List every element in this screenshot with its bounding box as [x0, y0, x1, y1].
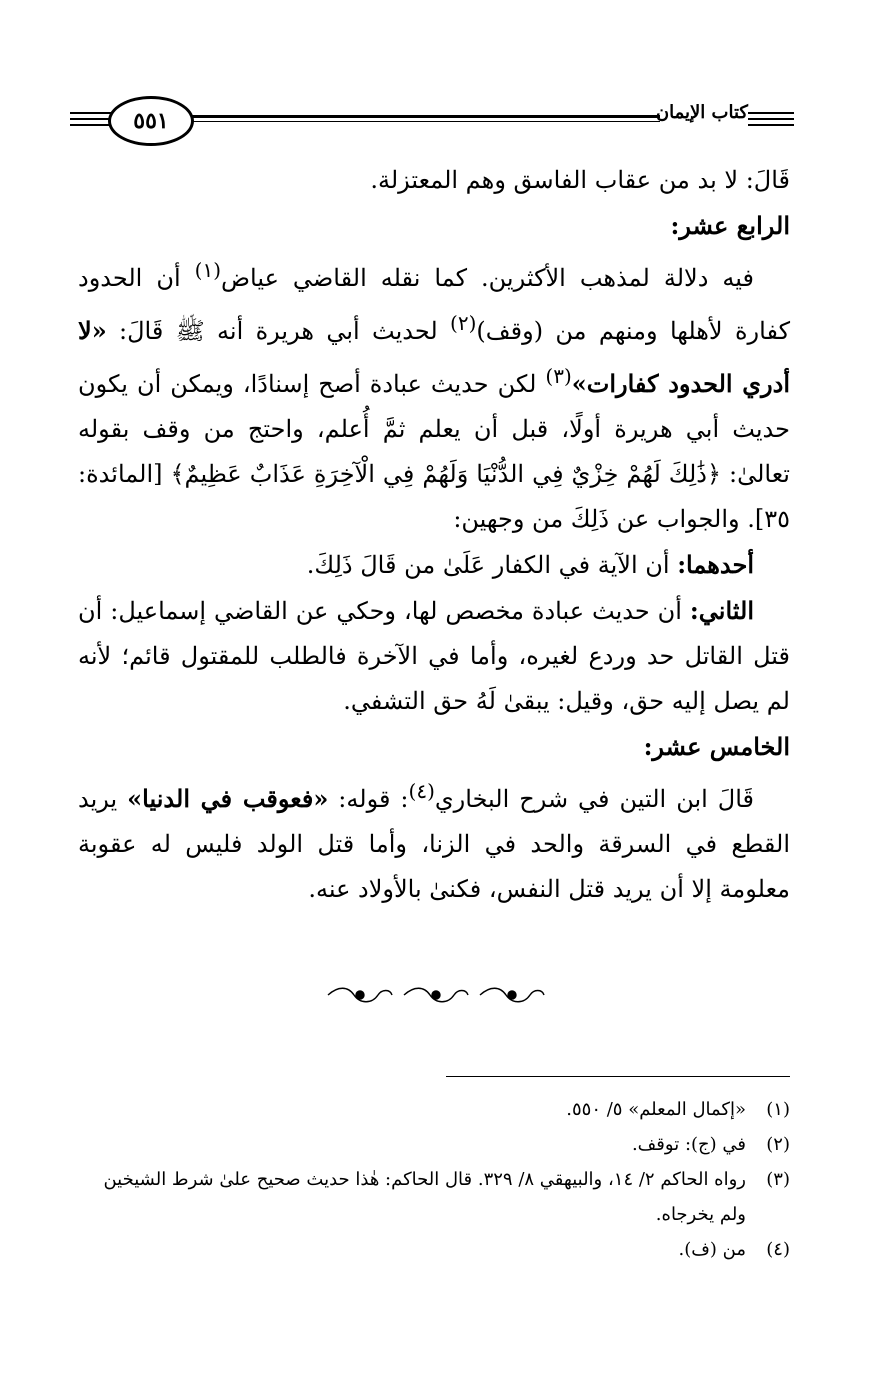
- text-run: أن الآية في الكفار عَلَىٰ من قَالَ ذَلِكَ.: [306, 551, 678, 579]
- header-rule: [180, 115, 660, 118]
- footnote-number: (٣): [766, 1169, 790, 1190]
- paragraph: قَالَ: لا بد من عقاب الفاسق وهم المعتزلة.: [370, 166, 790, 194]
- text-run: أن حديث عبادة مخصص لها، وحكي عن القاضي إسماعيل: أن قتل القاتل حد وردع لغيره، وأما في الآخرة فالطلب للمقتول قائم؛ لأنه لم يصل إليه حق، وقيل: يبقىٰ لَهُ حق التشفي.: [78, 597, 790, 715]
- footnote: [80, 1162, 790, 1232]
- paragraph: [78, 588, 790, 724]
- hadith-quote: «لا أدري الحدود كفارات»: [78, 316, 790, 398]
- text-run: فيه دلالة لمذهب الأكثرين. كما نقله القاضي عياض: [221, 264, 754, 292]
- paragraph: [78, 769, 790, 912]
- footnote-ref: (٢): [450, 311, 477, 335]
- header-dash: [70, 112, 112, 114]
- footnote-text: في (ج): توقف.: [631, 1134, 746, 1155]
- paragraph: [78, 248, 790, 542]
- section-heading-14: الرابع عشر:: [670, 211, 790, 240]
- footnote-ref: (٣): [545, 364, 572, 388]
- footnote-text: «إكمال المعلم» ٥/ ٥٥٠.: [566, 1099, 746, 1120]
- section-heading-15: الخامس عشر:: [643, 732, 790, 761]
- footnotes: [80, 1092, 790, 1267]
- footnote: [80, 1127, 790, 1162]
- footnote-ref: (١): [194, 258, 222, 282]
- page-header: [70, 94, 794, 150]
- text-run: [المائدة: ٣٥]. والجواب عن ذَلِكَ من وجهين:: [78, 460, 790, 533]
- header-dash: [748, 118, 794, 120]
- footnote-text: رواه الحاكم ٢/ ١٤، والبيهقي ٨/ ٣٢٩. قال الحاكم: هٰذا حديث صحيح علىٰ شرط الشيخين ولم يخرجاه.: [103, 1169, 746, 1225]
- text-run: يريد القطع في السرقة والحد في الزنا، وأما قتل الولد فليس له عقوبة معلومة إلا أن يريد قتل النفس، فكنىٰ بالأولاد عنه.: [78, 785, 790, 903]
- footnote-number: (٢): [766, 1134, 790, 1155]
- quran-verse: ﴿ذَٰلِكَ لَهُمْ خِزْيٌ فِي الدُّنْيَا وَلَهُمْ فِي الْآخِرَةِ عَذَابٌ عَظِيمٌ﴾: [170, 460, 722, 488]
- text-run: لحديث أبي هريرة أنه ﷺ قَالَ:: [106, 317, 451, 345]
- page-number: ٥٥١: [108, 96, 194, 146]
- hadith-quote: «فعوقب في الدنيا»: [127, 784, 329, 813]
- first-label: أحدهما:: [677, 550, 754, 579]
- main-text: [78, 158, 790, 912]
- second-label: الثاني:: [689, 596, 754, 625]
- paragraph: [78, 542, 790, 588]
- footnote: [80, 1092, 790, 1127]
- header-dash: [70, 118, 112, 120]
- section-divider-ornament: [320, 982, 550, 1008]
- footnote-separator: [446, 1076, 790, 1077]
- footnote-text: من (ف).: [678, 1239, 746, 1260]
- running-title: كتاب الإيمان: [655, 102, 748, 123]
- text-run: قَالَ ابن التين في شرح البخاري: [434, 785, 754, 813]
- header-rule-thin: [180, 121, 660, 122]
- header-dash: [70, 124, 112, 126]
- footnote-ref: (٤): [408, 779, 435, 803]
- header-dash: [748, 124, 794, 126]
- footnote-number: (٤): [766, 1239, 790, 1260]
- header-dash: [748, 112, 794, 114]
- footnote: [80, 1232, 790, 1267]
- footnote-number: (١): [766, 1099, 790, 1120]
- text-run: لكن حديث عبادة أصح إسنادًا، ويمكن أن يكون حديث أبي هريرة أولًا، قبل أن يعلم ثمَّ أُعلم، واحتج من وقف بقوله تعالىٰ:: [78, 370, 790, 488]
- text-run: : قوله:: [328, 785, 409, 813]
- text-run: أن الحدود كفارة لأهلها ومنهم من (وقف): [78, 264, 791, 345]
